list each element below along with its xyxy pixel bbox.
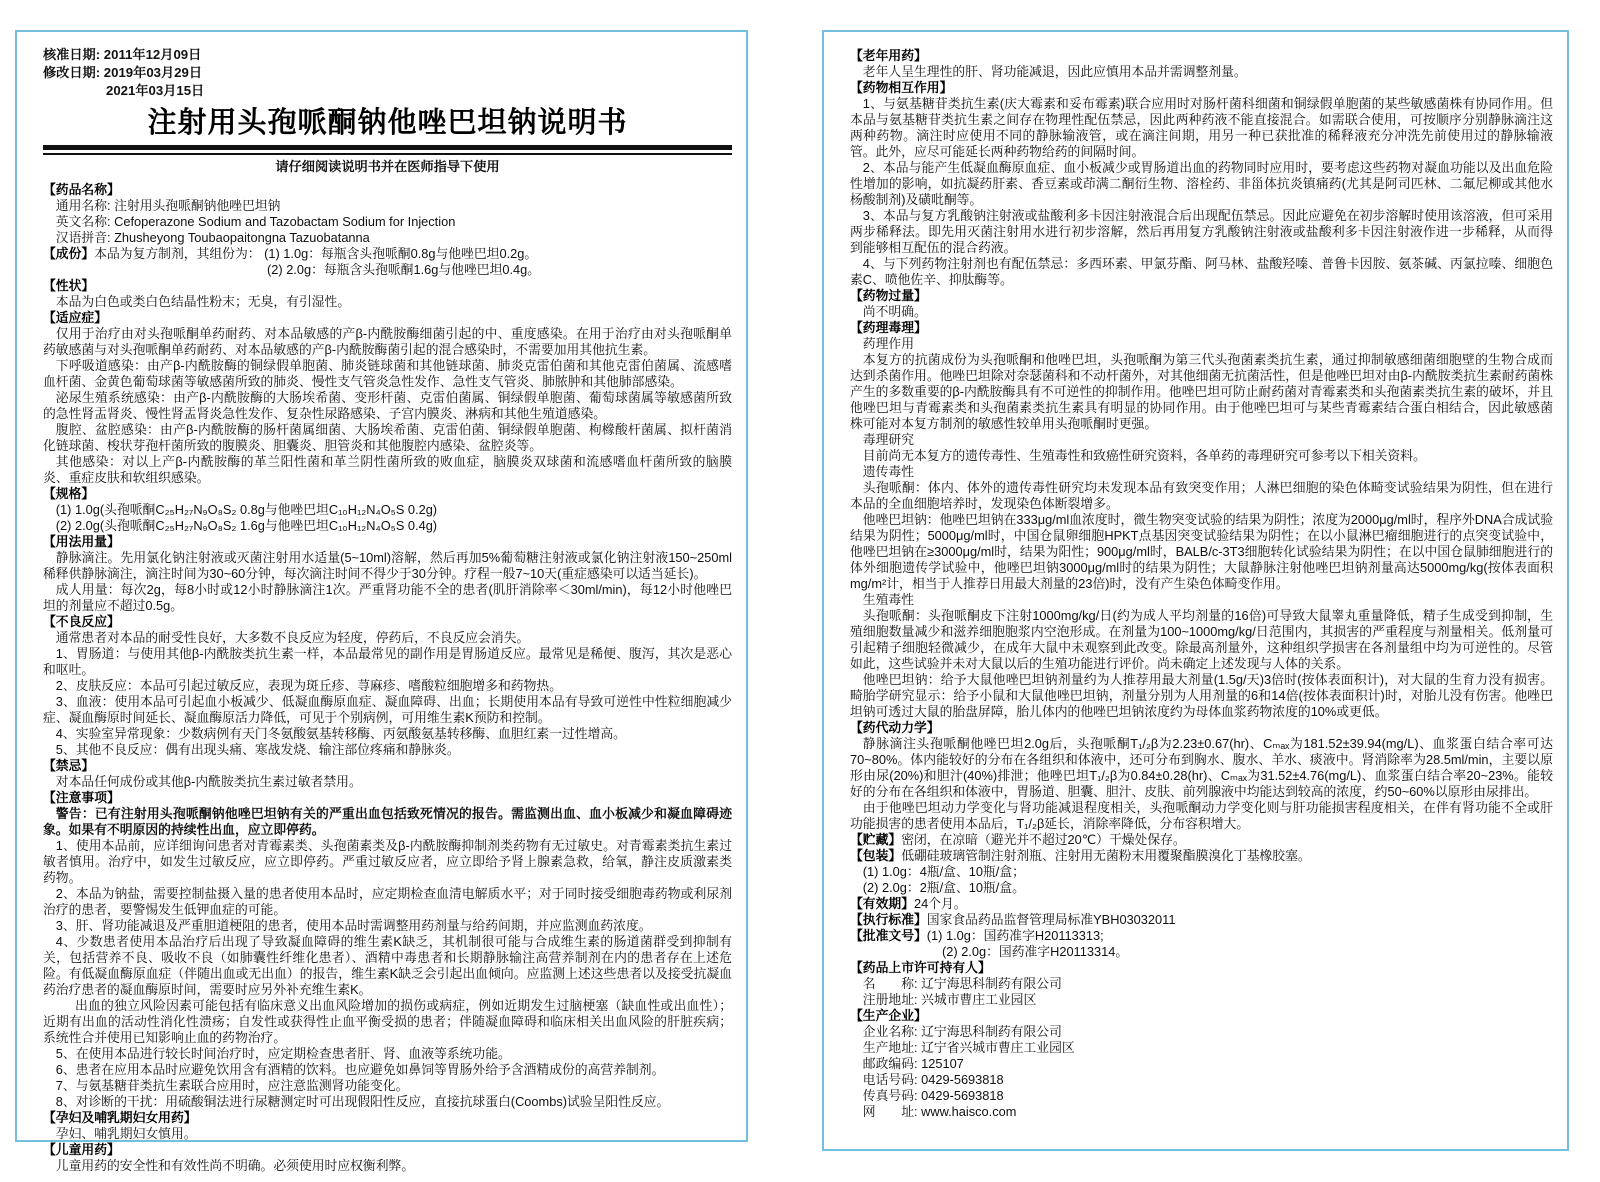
- section-heading: 【药物过量】: [850, 288, 927, 303]
- page-1-content: [17, 32, 746, 1182]
- paragraph: (1) 1.0g：4瓶/盒、10瓶/盒；: [862, 864, 1025, 879]
- paragraph: 头孢哌酮：头孢哌酮皮下注射1000mg/kg/日(约为成人平均剂量的16倍)可导致大鼠睾丸重量降低，精子生成受到抑制，生殖细胞数量减少和滋养细胞胞浆内空泡形成。在剂量为100~1000mg/kg/日范围内，其损害的严重程度与剂量相关。低剂量可引起精子细胞轻微减少，在成年大鼠中未观察到此改变。除最高剂量外，这种组织学损害在各剂量组中均为可逆性的。尽管如此，这些试验并未对大鼠以后的生殖功能进行评价。尚未确定上述发现与人体的关系。: [850, 608, 1553, 671]
- paragraph: 本复方的抗菌成份为头孢哌酮和他唑巴坦，头孢哌酮为第三代头孢菌素类抗生素，通过抑制敏感细菌细胞壁的生物合成而达到杀菌作用。他唑巴坦除对奈瑟菌科和不动杆菌外，对其他细菌无抗菌活性，但是他唑巴坦对由β-内酰胺类抗生素耐药菌株产生的多数重要的β-内酰胺酶具有不可逆性的抑制作用。他唑巴坦可防止耐药菌对青霉素类和头孢菌素类抗生素的破坏，并且他唑巴坦与青霉素类和头孢菌素类抗生素具有明显的协同作用。由于他唑巴坦可与某些青霉素结合蛋白相结合，因此敏感菌株可能对本复方制剂的敏感性较单用头孢哌酮时更强。: [850, 352, 1553, 431]
- paragraph: 通常患者对本品的耐受性良好，大多数不良反应为轻度，停药后，不良反应会消失。: [55, 630, 530, 645]
- paragraph: 头孢哌酮：体内、体外的遗传毒性研究均未发现本品有致突变作用；人淋巴细胞的染色体畸变试验结果为阴性，但在进行本品的全血细胞培养时，发现染色体断裂增多。: [850, 480, 1553, 511]
- paragraph: 企业名称: 辽宁海思科制药有限公司: [862, 1024, 1062, 1039]
- section-heading: 【适应症】: [43, 310, 107, 325]
- paragraph: 1、胃肠道：与使用其他β-内酰胺类抗生素一样，本品最常见的副作用是胃肠道反应。最常见是稀便、腹泻，其次是恶心和呕吐。: [43, 646, 732, 677]
- paragraph: 名 称: 辽宁海思科制药有限公司: [862, 976, 1062, 991]
- paragraph: 下呼吸道感染：由产β-内酰胺酶的铜绿假单胞菌、肺炎链球菌和其他链球菌、肺炎克雷伯菌和其他克雷伯菌属、流感嗜血杆菌、金黄色葡萄球菌等敏感菌所致的肺炎、慢性支气管炎急性发作、急性支气管炎、肺脓肿和其他肺部感染。: [43, 358, 732, 389]
- paragraph: 7、与氨基糖苷类抗生素联合应用时，应注意监测肾功能变化。: [55, 1078, 409, 1093]
- section-heading-with-text: 【有效期】24个月。: [850, 896, 967, 911]
- section-heading: 【用法用量】: [43, 534, 120, 549]
- section-heading: 【批准文号】: [850, 928, 927, 943]
- paragraph: 网 址: www.haisco.com: [862, 1104, 1017, 1119]
- paragraph: 4、实验室异常现象：少数病例有天门冬氨酸氨基转移酶、丙氨酸氨基转移酶、血胆红素一过性增高。: [55, 726, 626, 741]
- paragraph: 生产地址: 辽宁省兴城市曹庄工业园区: [862, 1040, 1075, 1055]
- page-2-sections: [850, 48, 1553, 1120]
- section-heading: 【执行标准】: [850, 912, 927, 927]
- paragraph: 2、皮肤反应：本品可引起过敏反应，表现为斑丘疹、荨麻疹、嗜酸粒细胞增多和药物热。: [55, 678, 562, 693]
- section-heading: 【药品上市许可持有人】: [850, 960, 991, 975]
- document-title: 注射用头孢哌酮钠他唑巴坦钠说明书: [147, 107, 628, 139]
- section-heading: 【禁忌】: [43, 758, 95, 773]
- section-heading: 【药代动力学】: [850, 720, 940, 735]
- paragraph: 泌尿生殖系统感染：由产β-内酰胺酶的大肠埃希菌、变形杆菌、克雷伯菌属、铜绿假单胞菌、葡萄球菌属等敏感菌所致的急性肾盂肾炎、慢性肾盂肾炎急性发作、复杂性尿路感染、子宫内膜炎、淋病和其他生殖道感染。: [43, 390, 732, 421]
- section-heading: 【生产企业】: [850, 1008, 927, 1023]
- paragraph: 生殖毒性: [862, 592, 914, 607]
- paragraph: 本品为白色或类白色结晶性粉末；无臭，有引湿性。: [55, 294, 351, 309]
- read-instruction-notice: 请仔细阅读说明书并在医师指导下使用: [275, 159, 500, 174]
- paragraph: 对本品任何成份或其他β-内酰胺类抗生素过敏者禁用。: [55, 774, 362, 789]
- paragraph: 目前尚无本复方的遗传毒性、生殖毒性和致癌性研究资料，各单药的毒理研究可参考以下相关资料。: [862, 448, 1426, 463]
- paragraph: 注册地址: 兴城市曹庄工业园区: [862, 992, 1037, 1007]
- paragraph: 2、本品为钠盐，需要控制盐摄入量的患者使用本品时，应定期检查血清电解质水平；对于同时接受细胞毒药物或利尿剂治疗的患者，要警惕发生低钾血症的可能。: [43, 886, 732, 917]
- approval-date-line: 核准日期: 2011年12月09日: [43, 47, 202, 62]
- paragraph: 英文名称: Cefoperazone Sodium and Tazobactam Sodium for Injection: [55, 214, 456, 229]
- paragraph: 遗传毒性: [862, 464, 914, 479]
- paragraph: (2) 2.0g：2瓶/盒、10瓶/盒。: [862, 880, 1025, 895]
- paragraph: 邮政编码: 125107: [862, 1056, 964, 1071]
- section-heading: 【药理毒理】: [850, 320, 927, 335]
- title-divider: [43, 145, 732, 155]
- page-2-content: [824, 32, 1567, 1128]
- paragraph: 毒理研究: [862, 432, 914, 447]
- paragraph: 4、与下列药物注射剂也有配伍禁忌：多西环素、甲氯芬酯、阿马林、盐酸羟嗪、普鲁卡因胺、氨茶碱、丙氯拉嗪、细胞色素C、喷他佐辛、抑肽酶等。: [850, 256, 1553, 287]
- section-heading-with-text: 【包装】低硼硅玻璃管制注射剂瓶、注射用无菌粉末用覆聚酯膜溴化丁基橡胶塞。: [850, 848, 1311, 863]
- paragraph: 3、肝、肾功能减退及严重胆道梗阻的患者，使用本品时需调整用药剂量与给药间期，并应监测血药浓度。: [55, 918, 652, 933]
- paragraph: 5、其他不良反应：偶有出现头痛、寒战发烧、输注部位疼痛和静脉炎。: [55, 742, 460, 757]
- paragraph: 腹腔、盆腔感染：由产β-内酰胺酶的肠杆菌属细菌、大肠埃希菌、克雷伯菌、铜绿假单胞菌、枸橼酸杆菌属、拟杆菌消化链球菌、梭状芽孢杆菌所致的腹膜炎、胆囊炎、胆管炎和其他腹腔内感染、盆腔炎等。: [43, 422, 732, 453]
- warning-paragraph: 警告：已有注射用头孢哌酮钠他唑巴坦钠有关的严重出血包括致死情况的报告。需监测出血、血小板减少和凝血障碍迹象。如果有不明原因的持续性出血，应立即停药。: [43, 806, 732, 837]
- paragraph: 3、血液：使用本品可引起血小板减少、低凝血酶原血症、凝血障碍、出血；长期使用本品有导致可逆性中性粒细胞减少症、凝血酶原时间延长、凝血酶原活力降低，可见于个别病例，可用维生素K预防和控制。: [43, 694, 732, 725]
- section-heading: 【成份】: [43, 246, 95, 261]
- paragraph: 尚不明确。: [862, 304, 927, 319]
- revision-date-line: 修改日期: 2019年03月29日: [43, 65, 203, 80]
- section-heading: 【规格】: [43, 486, 95, 501]
- section-heading-with-text: 【执行标准】国家食品药品监督管理局标准YBH03032011: [850, 912, 1176, 927]
- continuation-line: (2) 2.0g：每瓶含头孢哌酮1.6g与他唑巴坦0.4g。: [267, 262, 541, 277]
- divider-thin-line: [43, 153, 732, 155]
- paragraph: 6、患者在应用本品时应避免饮用含有酒精的饮料。也应避免如鼻饲等胃肠外给予含酒精成份的高营养制剂。: [55, 1062, 665, 1077]
- paragraph: 出血的独立风险因素可能包括有临床意义出血风险增加的损伤或病症，例如近期发生过脑梗塞（缺血性或出血性）；近期有出血的活动性消化性溃疡；自发性或获得性止血平衡受损的患者；伴随凝血障碍和临床相关出血风险的肝脏疾病；系统性合并使用已知影响止血的药物治疗。: [43, 998, 732, 1045]
- paragraph: 儿童用药的安全性和有效性尚不明确。必须使用时应权衡利弊。: [55, 1158, 415, 1173]
- divider-thick-line: [43, 145, 732, 150]
- section-heading: 【注意事项】: [43, 790, 120, 805]
- section-heading-with-text: 【贮藏】密闭，在凉暗（避光并不超过20℃）干燥处保存。: [850, 832, 1186, 847]
- paragraph: 通用名称: 注射用头孢哌酮钠他唑巴坦钠: [55, 198, 281, 213]
- section-heading: 【有效期】: [850, 896, 914, 911]
- paragraph: (2) 2.0g(头孢哌酮C₂₅H₂₇N₉O₈S₂ 1.6g与他唑巴坦C₁₀H₁₂N₄O₅S 0.4g): [55, 518, 438, 533]
- paragraph: 5、在使用本品进行较长时间治疗时，应定期检查患者肝、肾、血液等系统功能。: [55, 1046, 511, 1061]
- approval-dates: [43, 46, 732, 100]
- paragraph: (1) 1.0g(头孢哌酮C₂₅H₂₇N₉O₈S₂ 0.8g与他唑巴坦C₁₀H₁₂N₄O₅S 0.2g): [55, 502, 438, 517]
- paragraph: 其他感染：对以上产β-内酰胺酶的革兰阳性菌和革兰阴性菌所致的败血症，脑膜炎双球菌和流感嗜血杆菌所致的脑膜炎、重症皮肤和软组织感染。: [43, 454, 732, 485]
- section-heading: 【不良反应】: [43, 614, 120, 629]
- paragraph: 静脉滴注头孢哌酮他唑巴坦2.0g后，头孢哌酮T₁/₂β为2.23±0.67(hr)、Cₘₐₓ为181.52±39.94(mg/L)、血浆蛋白结合率可达70~80%。体内能较好的分布在各组织和体液中，还可分布到胸水、腹水、羊水、痰液中。肾消除率为28.5ml/min，主要以原形由尿(20%)和胆汁(40%)排泄；他唑巴坦T₁/₂β为0.84±0.28(hr)、Cₘₐₓ为31.52±4.76(mg/L)、血浆蛋白结合率20~23%。能较好的分布在各组织和体液中，胃肠道、胆囊、胆汁、皮肤、前列腺液中均能达到较高的浓度，约50~60%以原形由尿排出。: [850, 736, 1553, 799]
- paragraph: 8、对诊断的干扰：用硫酸铜法进行尿糖测定时可出现假阳性反应，直接抗球蛋白(Coombs)试验呈阳性反应。: [55, 1094, 670, 1109]
- paragraph: 4、少数患者使用本品治疗后出现了导致凝血障碍的维生素K缺乏，其机制很可能与合成维生素的肠道菌群受到抑制有关，包括营养不良、吸收不良（如肺囊性纤维化患者）、酒精中毒患者和长期静脉输注高营养制剂在内的患者存在上述危险。有低凝血酶原血症（伴随出血或无出血）的报告，维生素K缺乏会引起出血倾向。应监测上述这些患者以及接受抗凝血药治疗患者的凝血酶原时间，需要时应另外补充维生素K。: [43, 934, 732, 997]
- paragraph: 成人用量：每次2g，每8小时或12小时静脉滴注1次。严重肾功能不全的患者(肌肝消除率＜30ml/min)，每12小时他唑巴坦的剂量应不超过0.5g。: [43, 582, 732, 613]
- section-heading-with-text: 【批准文号】(1) 1.0g：国药准字H20113313;: [850, 928, 1104, 943]
- leaflet-page-1: [15, 30, 748, 1173]
- continuation-line: (2) 2.0g：国药准字H20113314。: [942, 944, 1129, 959]
- paragraph: 汉语拼音: Zhusheyong Toubaopaitongna Tazuobatanna: [55, 230, 370, 245]
- page-1-sections: [43, 182, 732, 1174]
- section-heading: 【药品名称】: [43, 182, 120, 197]
- paragraph: 1、与氨基糖苷类抗生素(庆大霉素和妥布霉素)联合应用时对肠杆菌科细菌和铜绿假单胞菌的某些敏感菌株有协同作用。但本品与氨基糖苷类抗生素之间存在物理性配伍禁忌，因此两种药液不能直接混合。如需联合使用，可按顺序分别静脉滴注这两种药物。滴注时应使用不同的静脉输液管，或在滴注间期，用另一种已获批准的稀释液充分冲洗先前使用过的静脉输液管。此外，应尽可能延长两种药物给药的间隔时间。: [850, 96, 1553, 159]
- paragraph: 电话号码: 0429-5693818: [862, 1072, 1004, 1087]
- paragraph: 静脉滴注。先用氯化钠注射液或灭菌注射用水适量(5~10ml)溶解，然后再加5%葡萄糖注射液或氯化钠注射液150~250ml稀释供静脉滴注，滴注时间为30~60分钟，每次滴注时间不得少于30分钟。疗程一般7~10天(重症感染可以适当延长)。: [43, 550, 732, 581]
- revision-date-line-2: 2021年03月15日: [106, 83, 205, 98]
- paragraph: 药理作用: [862, 336, 914, 351]
- section-heading: 【贮藏】: [850, 832, 902, 847]
- section-heading: 【性状】: [43, 278, 95, 293]
- section-heading-with-text: 【成份】本品为复方制剂，其组份为： (1) 1.0g：每瓶含头孢哌酮0.8g与他唑巴坦0.2g。: [43, 246, 538, 261]
- section-heading: 【孕妇及哺乳期妇女用药】: [43, 1110, 197, 1125]
- paragraph: 2、本品与能产生低凝血酶原血症、血小板减少或胃肠道出血的药物同时应用时，要考虑这些药物对凝血功能以及出血危险性增加的影响，如抗凝药肝素、香豆素或茚满二酮衍生物、溶栓药、非甾体抗炎镇痛药(尤其是阿司匹林、二氟尼柳或其他水杨酸制剂)及磺吡酮等。: [850, 160, 1553, 207]
- paragraph: 他唑巴坦钠：给予大鼠他唑巴坦钠剂量约为人推荐用最大剂量(1.5g/天)3倍时(按体表面积计)，对大鼠的生育力没有损害。畸胎学研究显示：给予小鼠和大鼠他唑巴坦钠，剂量分别为人用剂量的6和14倍(按体表面积计)时，对胎儿没有伤害。他唑巴坦钠可透过大鼠的胎盘屏障，胎儿体内的他唑巴坦钠浓度约为母体血浆药物浓度的10%或更低。: [850, 672, 1553, 719]
- section-heading: 【老年用药】: [850, 48, 927, 63]
- paragraph: 1、使用本品前，应详细询问患者对青霉素类、头孢菌素类及β-内酰胺酶抑制剂类药物有无过敏史。对青霉素类抗生素过敏者慎用。治疗中，如发生过敏反应，应立即停药。严重过敏反应者，应立即给予肾上腺素急救，给氧，静注皮质激素类药物。: [43, 838, 732, 885]
- section-heading: 【包装】: [850, 848, 902, 863]
- paragraph: 由于他唑巴坦动力学变化与肾功能减退程度相关，头孢哌酮动力学变化则与肝功能损害程度相关，在伴有肾功能不全或肝功能损害的患者使用本品后，T₁/₂β延长，消除率降低，分布容积增大。: [850, 800, 1553, 831]
- paragraph: 他唑巴坦钠：他唑巴坦钠在333μg/ml血浓度时，微生物突变试验的结果为阴性；浓度为2000μg/ml时，程序外DNA合成试验结果为阴性；5000μg/ml时，中国仓鼠卵细胞HPKT点基因突变试验结果为阴性；在以小鼠淋巴瘤细胞进行的点突变试验中，他唑巴坦钠在≥3000μg/ml时，结果为阳性；900μg/ml时，BALB/c-3T3细胞转化试验结果为阴性；在以中国仓鼠肺细胞进行的体外细胞遗传学试验中，他唑巴坦钠3000μg/ml时的结果为阴性；大鼠静脉注射他唑巴坦钠剂量高达5000mg/kg(按体表面积mg/m²计，相当于人推荐日用最大剂量的23倍)时，没有产生染色体畸变作用。: [850, 512, 1553, 591]
- paragraph: 传真号码: 0429-5693818: [862, 1088, 1004, 1103]
- leaflet-page-2: [822, 30, 1569, 1151]
- paragraph: 仅用于治疗由对头孢哌酮单药耐药、对本品敏感的产β-内酰胺酶细菌引起的中、重度感染。在用于治疗由对头孢哌酮单药敏感菌与对头孢哌酮单药耐药、对本品敏感的产β-内酰胺酶菌引起的混合感染时，不需要加用其他抗生素。: [43, 326, 732, 357]
- paragraph: 孕妇、哺乳期妇女慎用。: [55, 1126, 197, 1141]
- section-heading: 【药物相互作用】: [850, 80, 953, 95]
- paragraph: 老年人呈生理性的肝、肾功能减退，因此应慎用本品并需调整剂量。: [862, 64, 1247, 79]
- paragraph: 3、本品与复方乳酸钠注射液或盐酸利多卡因注射液混合后出现配伍禁忌。因此应避免在初步溶解时使用该溶液，但可采用两步稀释法。即先用灭菌注射用水进行初步溶解，然后再用复方乳酸钠注射液或盐酸利多卡因注射液作进一步稀释，从而得到能够相互配伍的混合药液。: [850, 208, 1553, 255]
- section-heading: 【儿童用药】: [43, 1142, 120, 1157]
